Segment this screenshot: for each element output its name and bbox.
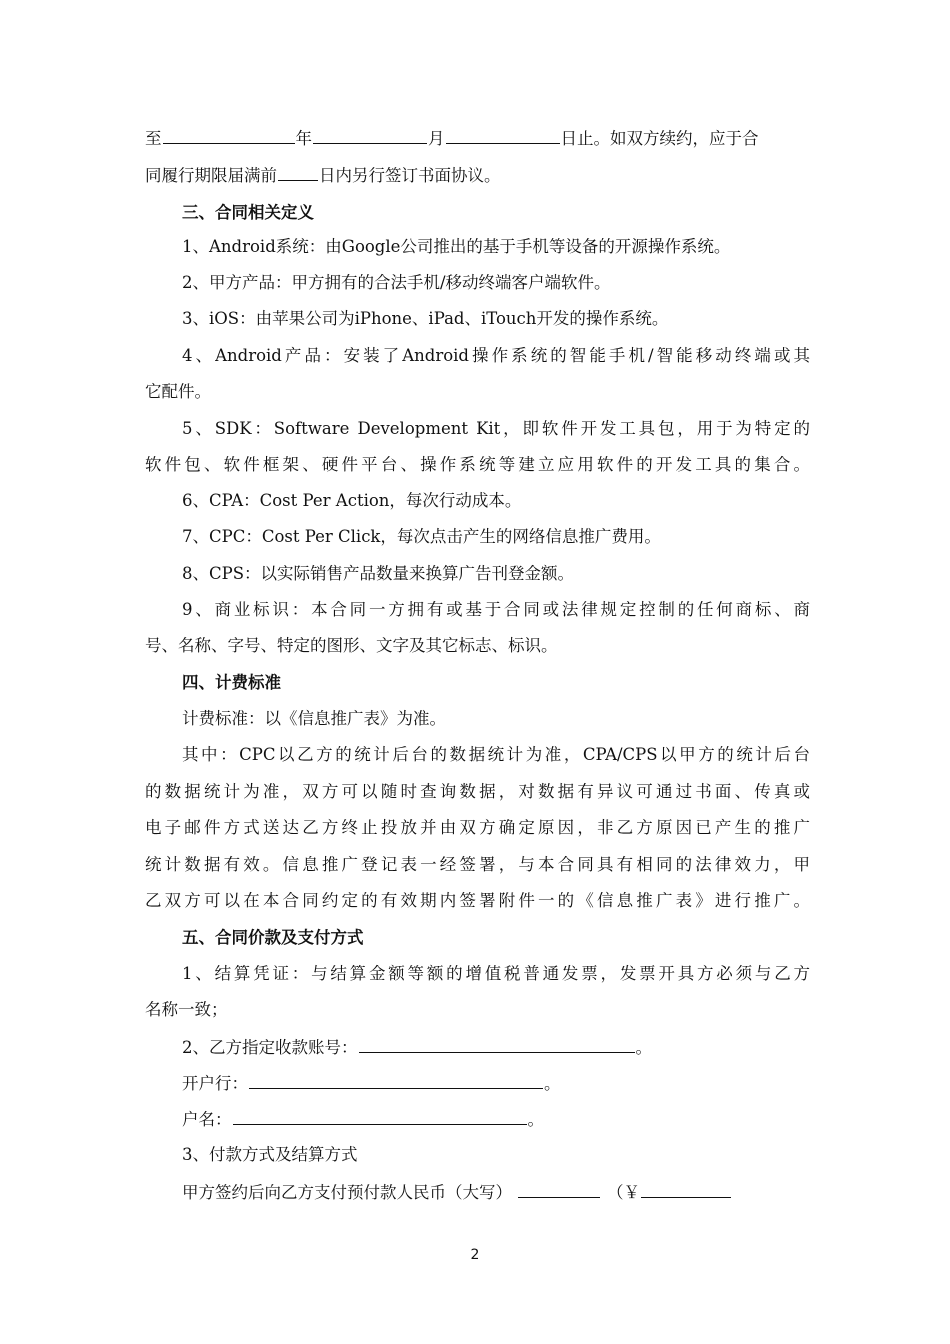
billing-line: 其中：CPC以乙方的统计后台的数据统计为准，CPA/CPS以甲方的统计后台	[182, 745, 810, 764]
term-text: 年	[295, 129, 312, 148]
term-line-1	[145, 125, 810, 151]
term-text: 同履行期限届满前	[145, 166, 277, 185]
account-label: 2、乙方指定收款账号：	[182, 1038, 358, 1057]
prepay-words-blank[interactable]	[518, 1179, 600, 1198]
month-blank[interactable]	[313, 125, 427, 144]
holder-label: 户名：	[182, 1110, 232, 1129]
payment-method-title: 3、付款方式及结算方式	[182, 1145, 358, 1164]
billing-line: 电子邮件方式送达乙方终止投放并由双方确定原因，非乙方原因已产生的推广	[145, 818, 810, 837]
prepay-amount-blank[interactable]	[641, 1179, 731, 1198]
term-text: 月	[428, 129, 445, 148]
punctuation: 。	[544, 1074, 561, 1093]
day-blank[interactable]	[446, 125, 560, 144]
prepay-amount-label: （￥	[607, 1183, 640, 1202]
definition-item: 9、商业标识：本合同一方拥有或基于合同或法律规定控制的任何商标、商	[182, 600, 810, 619]
definition-item-cont: 它配件。	[145, 382, 211, 401]
bank-blank[interactable]	[249, 1070, 543, 1089]
section-4-heading: 四、计费标准	[182, 673, 281, 692]
definition-item: 3、iOS：由苹果公司为iPhone、iPad、iTouch开发的操作系统。	[182, 309, 669, 328]
billing-line: 统计数据有效。信息推广登记表一经签署，与本合同具有相同的法律效力，甲	[145, 855, 810, 874]
definition-item-cont: 软件包、软件框架、硬件平台、操作系统等建立应用软件的开发工具的集合。	[145, 455, 810, 474]
prepay-label: 甲方签约后向乙方支付预付款人民币（大写）	[182, 1183, 512, 1202]
account-number-line	[182, 1034, 810, 1060]
punctuation: 。	[635, 1038, 652, 1057]
definition-item: 4、Android产品：安装了Android操作系统的智能手机/智能移动终端或其	[182, 346, 810, 365]
definition-item: 6、CPA：Cost Per Action，每次行动成本。	[182, 491, 522, 510]
definition-item: 2、甲方产品：甲方拥有的合法手机/移动终端客户端软件。	[182, 273, 611, 292]
holder-blank[interactable]	[233, 1106, 527, 1125]
term-text: 日内另行签订书面协议。	[319, 166, 501, 185]
prepayment-line	[182, 1179, 810, 1205]
definition-item: 8、CPS：以实际销售产品数量来换算广告刊登金额。	[182, 564, 575, 583]
billing-line: 乙双方可以在本合同约定的有效期内签署附件一的《信息推广表》进行推广。	[145, 891, 810, 910]
billing-line: 计费标准：以《信息推广表》为准。	[182, 709, 446, 728]
payment-line: 1、结算凭证：与结算金额等额的增值税普通发票，发票开具方必须与乙方	[182, 964, 810, 983]
account-holder-line	[182, 1106, 810, 1132]
section-5-heading: 五、合同价款及支付方式	[182, 928, 364, 947]
definition-item-cont: 号、名称、字号、特定的图形、文字及其它标志、标识。	[145, 636, 558, 655]
payment-line: 名称一致；	[145, 1000, 228, 1019]
punctuation: 。	[527, 1110, 544, 1129]
term-line-2	[145, 162, 810, 188]
days-blank[interactable]	[278, 162, 318, 181]
page-number: 2	[470, 1247, 480, 1263]
section-3-heading: 三、合同相关定义	[182, 203, 314, 222]
year-blank[interactable]	[163, 125, 295, 144]
bank-label: 开户行：	[182, 1074, 248, 1093]
bank-line	[182, 1070, 810, 1096]
definition-item: 1、Android系统：由Google公司推出的基于手机等设备的开源操作系统。	[182, 237, 731, 256]
term-text: 至	[145, 129, 162, 148]
account-number-blank[interactable]	[359, 1034, 635, 1053]
billing-line: 的数据统计为准，双方可以随时查询数据，对数据有异议可通过书面、传真或	[145, 782, 810, 801]
definition-item: 5、SDK：Software Development Kit，即软件开发工具包，用于为特定的	[182, 419, 810, 438]
definition-item: 7、CPC：Cost Per Click，每次点击产生的网络信息推广费用。	[182, 527, 661, 546]
term-text: 日止。如双方续约，应于合	[560, 129, 759, 148]
